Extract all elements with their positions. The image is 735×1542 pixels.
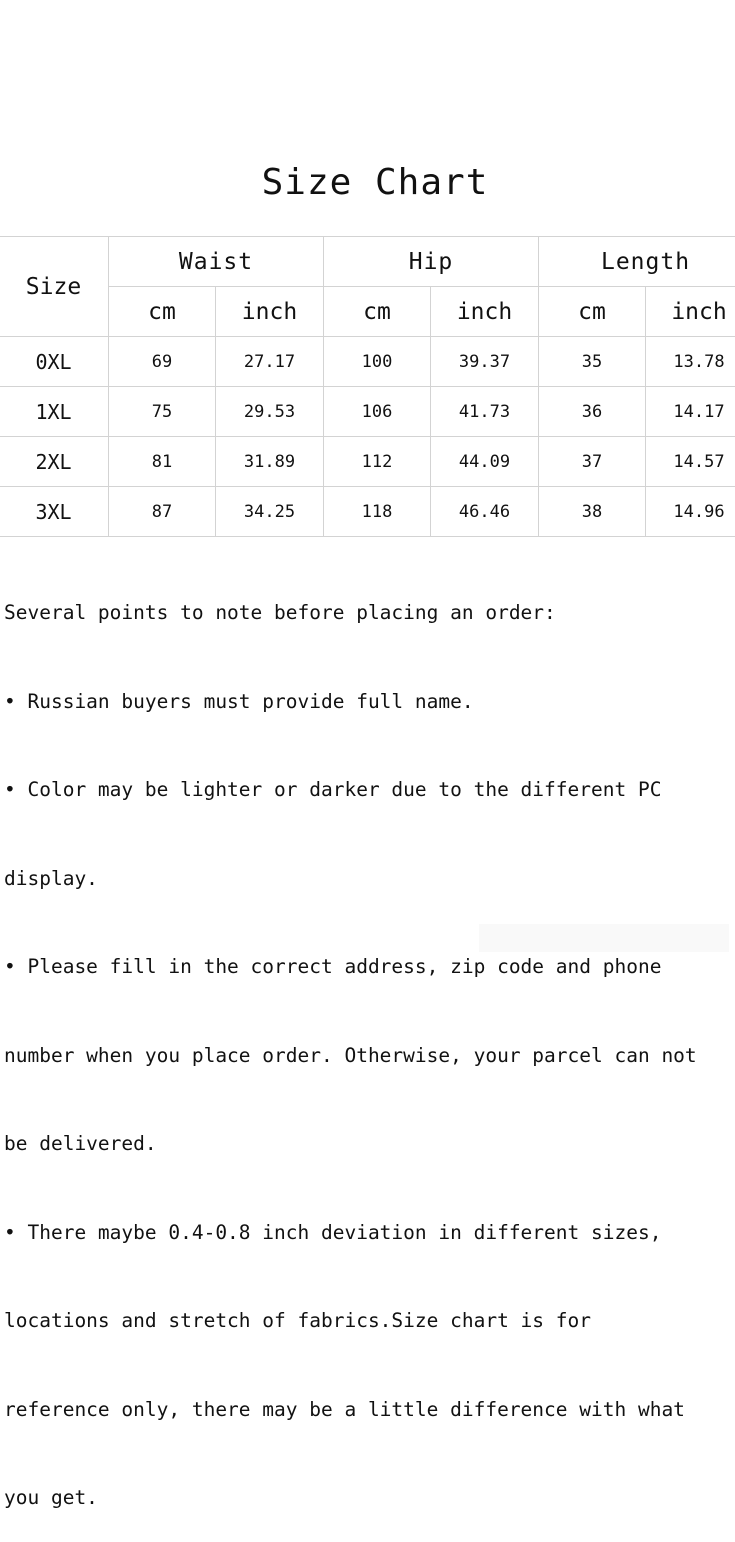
table-row <box>0 437 735 487</box>
note-line: number when you place order. Otherwise, your parcel can not <box>4 1043 697 1067</box>
unit-header: cm <box>539 287 646 337</box>
note-line: locations and stretch of fabrics.Size chart is for <box>4 1309 591 1332</box>
size-cell: 1XL <box>0 387 109 437</box>
value-cell: 34.25 <box>216 487 324 537</box>
value-cell: 14.57 <box>646 437 735 487</box>
note-line: display. <box>4 866 98 890</box>
value-cell: 100 <box>324 337 431 387</box>
unit-header: inch <box>431 287 539 337</box>
unit-header: cm <box>324 287 431 337</box>
page-title: Size Chart <box>261 162 489 203</box>
value-cell: 46.46 <box>431 487 539 537</box>
value-cell: 112 <box>324 437 431 487</box>
value-cell: 81 <box>109 437 216 487</box>
value-cell: 36 <box>539 387 646 437</box>
value-cell: 69 <box>109 337 216 387</box>
length-group-header: Length <box>539 237 735 287</box>
value-cell: 44.09 <box>431 437 539 487</box>
value-cell: 75 <box>109 387 216 437</box>
table-row <box>0 487 735 537</box>
value-cell: 87 <box>109 487 216 537</box>
value-cell: 38 <box>539 487 646 537</box>
note-line: • Please fill in the correct address, zip code and phone <box>4 955 662 978</box>
unit-header: inch <box>646 287 735 337</box>
note-line: • There maybe 0.4-0.8 inch deviation in different sizes, <box>4 1220 662 1244</box>
unit-header: cm <box>109 287 216 337</box>
size-cell: 2XL <box>0 437 109 487</box>
size-column-header: Size <box>0 237 109 337</box>
order-notes <box>4 539 735 1542</box>
note-line: • Russian buyers must provide full name. <box>4 689 474 713</box>
value-cell: 39.37 <box>431 337 539 387</box>
notes-heading: Several points to note before placing an order: <box>4 601 556 624</box>
value-cell: 118 <box>324 487 431 537</box>
faded-area <box>479 924 729 952</box>
waist-group-header: Waist <box>109 237 324 287</box>
size-cell: 0XL <box>0 337 109 387</box>
note-line: you get. <box>4 1486 98 1509</box>
value-cell: 13.78 <box>646 337 735 387</box>
value-cell: 14.17 <box>646 387 735 437</box>
size-cell: 3XL <box>0 487 109 537</box>
note-line: • Color may be lighter or darker due to the different PC <box>4 778 662 801</box>
value-cell: 41.73 <box>431 387 539 437</box>
table-unit-row <box>0 287 735 337</box>
table-header-row <box>0 237 735 287</box>
value-cell: 14.96 <box>646 487 735 537</box>
size-chart-table <box>0 236 735 537</box>
table-row <box>0 387 735 437</box>
value-cell: 27.17 <box>216 337 324 387</box>
value-cell: 37 <box>539 437 646 487</box>
table-row <box>0 337 735 387</box>
unit-header: inch <box>216 287 324 337</box>
note-line: be delivered. <box>4 1132 157 1155</box>
value-cell: 106 <box>324 387 431 437</box>
value-cell: 29.53 <box>216 387 324 437</box>
hip-group-header: Hip <box>324 237 539 287</box>
value-cell: 31.89 <box>216 437 324 487</box>
value-cell: 35 <box>539 337 646 387</box>
note-line: reference only, there may be a little difference with what <box>4 1397 685 1421</box>
